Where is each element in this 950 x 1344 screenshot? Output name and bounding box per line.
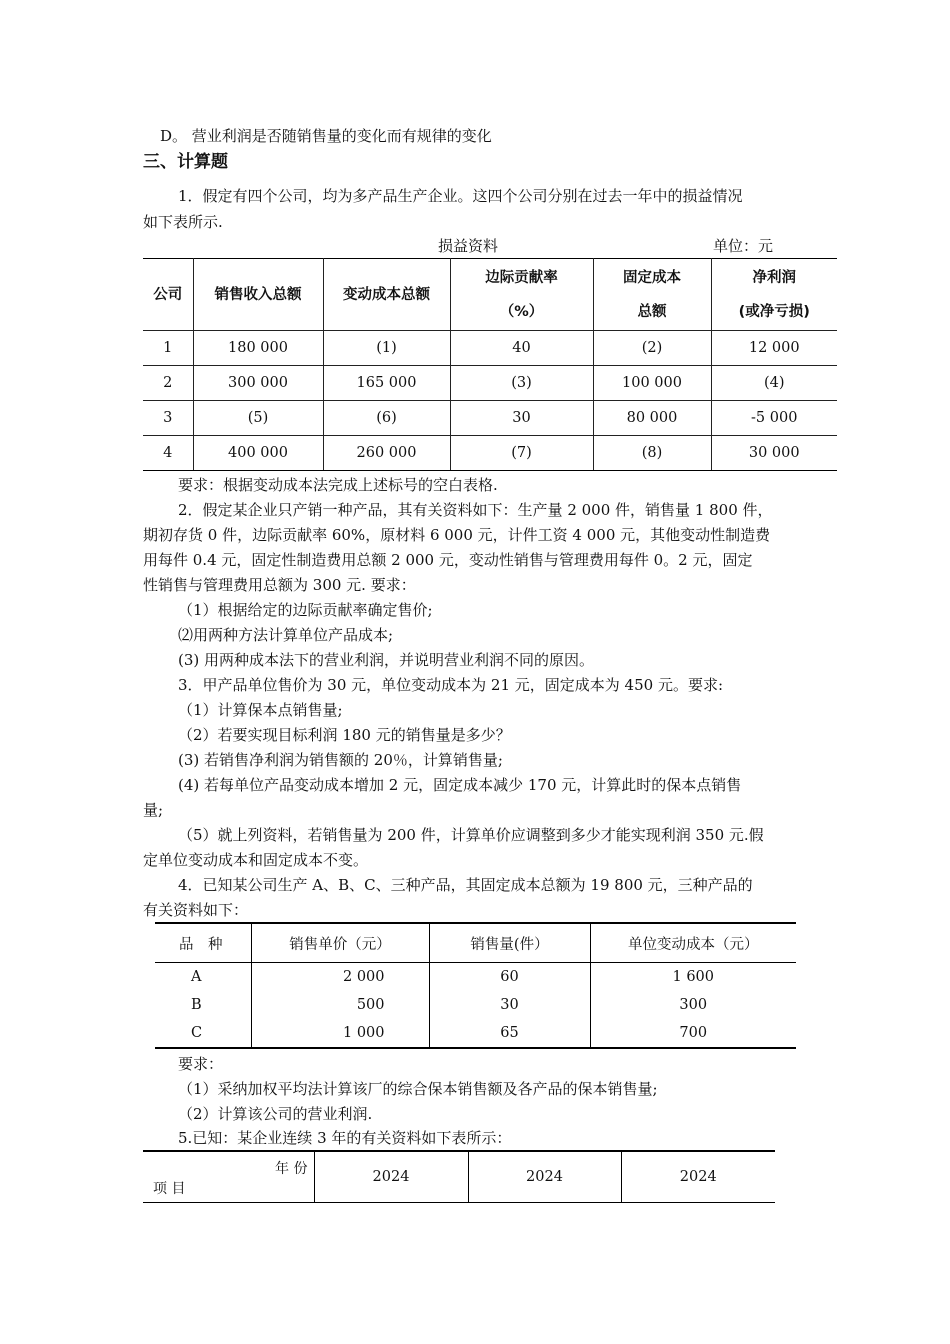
q2-req-3: (3) 用两种成本法下的营业利润，并说明营业利润不同的原因。 — [178, 651, 595, 669]
col-net-profit: 净利润 (或净亏损) — [711, 259, 837, 331]
q1-requirement: 要求：根据变动成本法完成上述标号的空白表格. — [178, 476, 498, 494]
table-row: C 1 000 65 700 — [155, 1019, 796, 1048]
q2-text-4: 性销售与管理费用总额为 300 元. 要求： — [143, 576, 416, 594]
q4-text-cont: 有关资料如下： — [143, 901, 249, 919]
q2-text: 2．假定某企业只产销一种产品，其有关资料如下：生产量 2 000 件，销售量 1 800 件， — [178, 501, 773, 519]
q2-text-2: 期初存货 0 件，边际贡献率 60%，原材料 6 000 元，计件工资 4 000 元，其他变动性制造费 — [143, 526, 771, 544]
q3-req-4-cont: 量; — [143, 801, 164, 819]
q4-req-2: （2）计算该公司的营业利润. — [178, 1105, 373, 1123]
q3-req-5-cont: 定单位变动成本和固定成本不变。 — [143, 851, 369, 869]
col-fixed-cost: 固定成本 总额 — [593, 259, 711, 331]
table-row: 4 400 000 260 000 (7) (8) 30 000 — [143, 436, 837, 471]
col-variable-cost: 变动成本总额 — [323, 259, 450, 331]
corner-cell: 年 份 项 目 — [143, 1151, 314, 1203]
q3-req-3: (3) 若销售净利润为销售额的 20％，计算销售量; — [178, 751, 503, 769]
q3-req-2: （2）若要实现目标利润 180 元的销售量是多少？ — [178, 726, 511, 744]
year-cell: 2024 — [314, 1151, 468, 1203]
q3-req-5: （5）就上列资料，若销售量为 200 件，计算单价应调整到多少才能实现利润 350 元.假 — [178, 826, 764, 844]
product-table — [155, 922, 796, 1049]
line-option-d: D。 营业利润是否随销售量的变化而有规律的变化 — [160, 127, 492, 145]
q1-text-cont: 如下表所示. — [143, 213, 223, 231]
q3-req-4: (4) 若每单位产品变动成本增加 2 元，固定成本减少 170 元，计算此时的保本点销售 — [178, 776, 742, 794]
q1-text: 1．假定有四个公司，均为多产品生产企业。这四个公司分别在过去一年中的损益情况 — [178, 187, 743, 205]
table-row: B 500 30 300 — [155, 991, 796, 1019]
q2-req-1: （1）根据给定的边际贡献率确定售价; — [178, 601, 433, 619]
table1-caption: 损益资料 — [438, 237, 499, 255]
q3-req-1: （1）计算保本点销售量; — [178, 701, 343, 719]
table-header-row — [143, 259, 837, 331]
profit-loss-table — [143, 258, 837, 471]
year-cell: 2024 — [468, 1151, 621, 1203]
q5-text: 5.已知：某企业连续 3 年的有关资料如下表所示： — [178, 1129, 512, 1147]
table-row: A 2 000 60 1 600 — [155, 963, 796, 992]
table1-unit: 单位：元 — [713, 237, 774, 255]
table-row: 3 (5) (6) 30 80 000 -5 000 — [143, 401, 837, 436]
table-row: 1 180 000 (1) 40 (2) 12 000 — [143, 331, 837, 366]
section-title: 三、计算题 — [143, 152, 228, 172]
col-company: 公司 — [143, 259, 193, 331]
yearly-table — [143, 1150, 775, 1203]
table-header-row: 品 种 销售单价（元） 销售量(件） 单位变动成本（元） — [155, 923, 796, 963]
q4-req-1: （1）采纳加权平均法计算该厂的综合保本销售额及各产品的保本销售量; — [178, 1080, 658, 1098]
q4-requirement: 要求： — [178, 1055, 224, 1073]
table-header-row — [143, 1151, 775, 1203]
year-cell: 2024 — [679, 1169, 717, 1185]
q4-text: 4．已知某公司生产 A、B、C、三种产品，其固定成本总额为 19 800 元，三种产品的 — [178, 876, 753, 894]
q2-req-2: ⑵用两种方法计算单位产品成本; — [178, 626, 394, 644]
q3-text: 3．甲产品单位售价为 30 元，单位变动成本为 21 元，固定成本为 450 元。要求: — [178, 676, 724, 694]
table-row: 2 300 000 165 000 (3) 100 000 (4) — [143, 366, 837, 401]
col-contribution-margin: 边际贡献率 （%） — [450, 259, 593, 331]
q2-text-3: 用每件 0.4 元，固定性制造费用总额 2 000 元，变动性销售与管理费用每件 0。2 元，固定 — [143, 551, 753, 569]
col-sales-revenue: 销售收入总额 — [193, 259, 323, 331]
